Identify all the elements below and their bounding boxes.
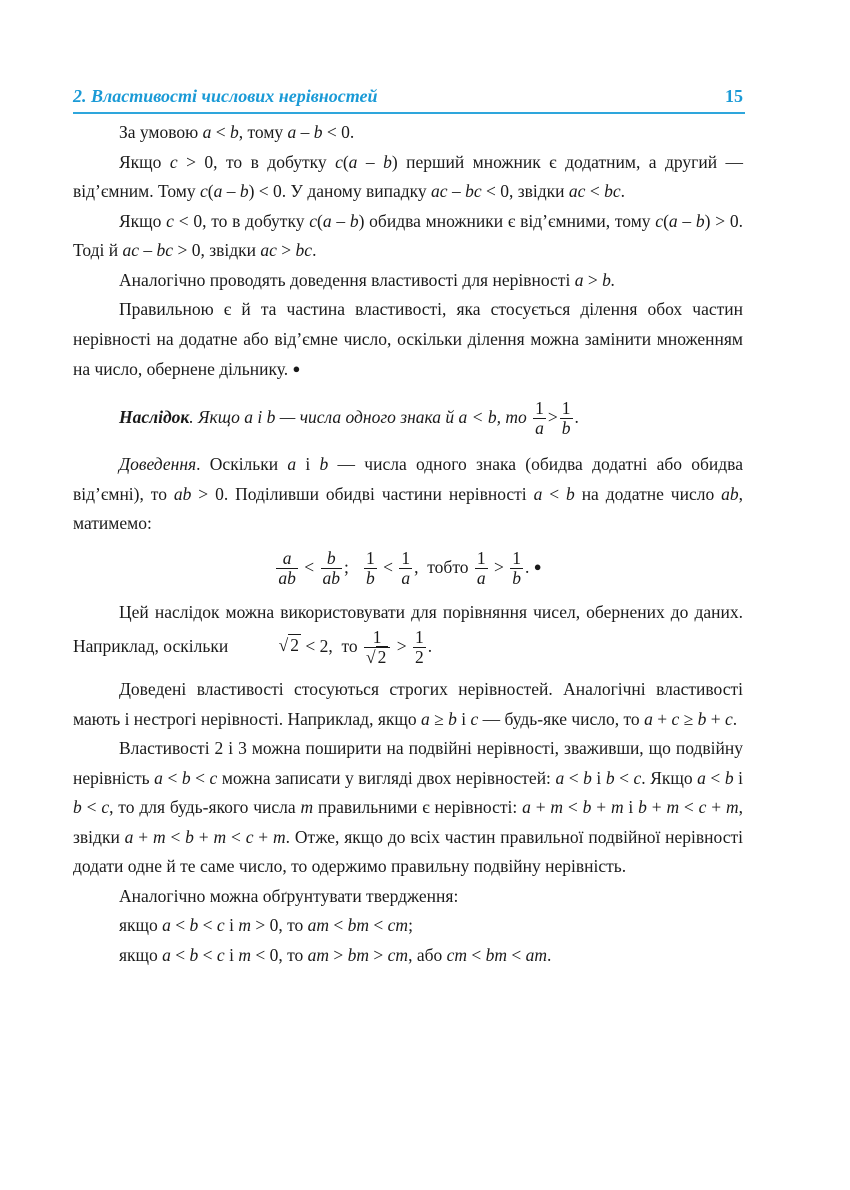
paragraph-7: Доведені властивості стосуються строгих нерівностей. Аналогічні властивості мають і нестрогі нерівності. Наприклад, якщо a ≥ b і c — будь-яке число, то a + c ≥ b + c. xyxy=(73,679,743,729)
paragraph-4: Аналогічно проводять доведення властивості для нерівності a > b. xyxy=(119,269,616,290)
tobto-word: тобто xyxy=(427,556,469,577)
paragraph-9: Аналогічно можна обґрунтувати твердження: xyxy=(119,885,459,906)
paragraph-10: якщо a < b < c і m > 0, то am < bm < cm; xyxy=(119,915,413,935)
fraction-1-2: $\frac{1}{2}$ xyxy=(414,626,424,667)
corollary-label: Наслідок xyxy=(119,406,190,427)
proof: Доведення. Оскільки a і b — числа одного знака (обидва додатні або обидва від’ємні), то ab > 0. Поділивши обидві частини нерівності a < b на додатне число ab, матимемо: xyxy=(73,454,744,533)
fraction-1-a: $\frac{1}{a}$ xyxy=(535,397,544,438)
fraction-1-b: $\frac{1}{b}$ xyxy=(561,397,571,438)
corollary: Наслідок. Якщо a і b — числа одного знака й a < b, то $\frac{1}{a}$ > $\frac{1}{b}$ . xyxy=(119,397,579,438)
paragraph-3: Якщо c < 0, то в добутку c(a – b) обидва множники є від’ємними, тому c(a – b) > 0. Тоді й ac – bc > 0, звідки ac > bc. xyxy=(73,210,744,260)
sqrt-2: √ 2 xyxy=(278,635,299,656)
paragraph-2: Якщо c > 0, то в добутку c(a – b) перший множник є додатним, а другий — від’ємним. Тому c(a – b) < 0. У даному випадку ac – bc < 0, звідки ac < bc. xyxy=(73,151,744,201)
fraction-1-sqrt2: $\frac{1}{√ 2}$ xyxy=(364,628,390,668)
paragraph-11: якщо a < b < c і m < 0, то am > bm > cm, або cm < bm < am. xyxy=(119,944,552,965)
page-header xyxy=(73,86,745,114)
paragraph-1: За умовою a < b, тому a – b < 0. xyxy=(119,122,355,142)
page-body xyxy=(73,118,743,970)
page-number: 15 xyxy=(725,86,743,106)
paragraph-5: Правильною є й та частина властивості, яка стосується ділення обох частин нерівності на додатне або від’ємне число, оскільки ділення можна замінити множенням на число, обернене дільнику. ● xyxy=(73,299,743,379)
proof-label: Доведення xyxy=(119,454,197,474)
paragraph-8: Властивості 2 і 3 можна поширити на подвійні нерівності, зваживши, що подвійну нерівність a < b < c можна записати у вигляді двох нерівностей: a < b і b < c. Якщо a < b і b < c, то для будь-якого числа m правильними є нерівності: a + m < b + m і b + m < c + m, звідки a + m < b + m < c + m. Отже, якщо до всіх частин правильної подвійної нерівності додати одне й те саме число, то одержимо правильну подвійну нерівність. xyxy=(73,738,744,876)
proof-formula: $\frac{a}{ab}$ < $\frac{b}{ab}$ ; $\frac{1}{b}$ < $\frac{1}{a}$ , тобто $\frac{1}{a}$ > $\frac{1}{b}$ . ● xyxy=(278,547,542,588)
section-title: 2. Властивості числових нерівностей xyxy=(73,86,378,106)
paragraph-6: Цей наслідок можна використовувати для порівняння чисел, обернених до даних. Наприклад, оскільки √ 2 < 2, то $\frac{1}{√ 2}$ > $\frac{1}{2}$ . xyxy=(73,602,743,667)
